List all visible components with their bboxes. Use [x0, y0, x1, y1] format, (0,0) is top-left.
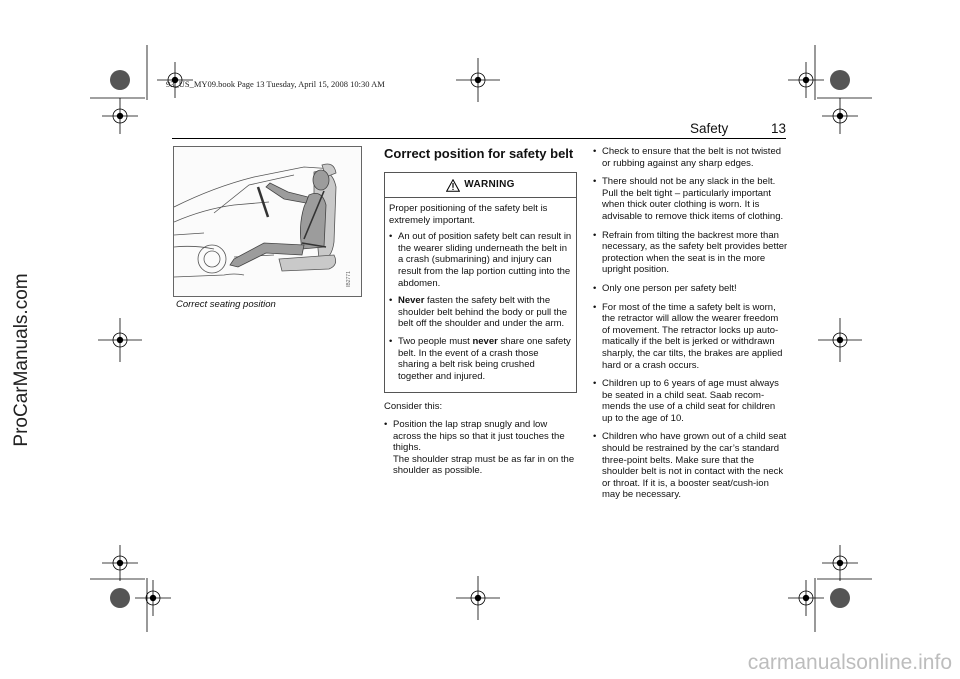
side-watermark-text: ProCarManuals.com — [11, 273, 32, 447]
list-item: • There should not be any slack in the belt. Pull the belt tight – particularly important when thick outer clothing is worn. It is advisable to remove thick items of clothing. — [593, 176, 788, 222]
warning-box — [384, 172, 577, 393]
warning-title: WARNING — [464, 179, 515, 191]
warning-item — [389, 295, 572, 330]
emphasis-text: never — [472, 335, 498, 347]
bottom-watermark: carmanualsonline.info — [747, 651, 952, 674]
warning-item-text: fasten the safety belt with the shoulder belt behind the body or pull the belt off the shoulder and under the arm. — [398, 295, 568, 330]
list-item: • Children up to 6 years of age must always be seated in a child seat. Saab recom-mends the use of a child seat for children up to the age of 10. — [593, 378, 788, 424]
section-title: Safety — [690, 121, 729, 136]
warning-body — [385, 198, 576, 392]
warning-header — [385, 173, 576, 198]
warning-list — [389, 231, 572, 382]
list-item — [384, 419, 577, 477]
figure-code: IB2771 — [346, 271, 352, 287]
list-item: • Children who have grown out of a child seat should be restrained by the car’s standard three-point belts. Make sure that the shoulder belt is not in contact with the neck or throat. If it is, a booster seat/cush-ion may be necessary. — [593, 431, 788, 501]
warning-item-text: Two people must — [398, 335, 473, 347]
consider-list — [384, 419, 577, 477]
side-watermark — [2, 180, 42, 540]
guidelines-list — [593, 146, 788, 501]
warning-item: • An out of position safety belt can result in the wearer sliding underneath the belt in a crash (submarining) and injury can result from the lap portion cutting into the abdomen. — [389, 231, 572, 289]
seating-position-figure — [173, 146, 362, 297]
column-right — [593, 146, 788, 508]
warning-item — [389, 336, 572, 382]
file-info-note: 93_US_MY09.book Page 13 Tuesday, April 15, 2008 10:30 AM — [166, 79, 385, 89]
list-item: • Only one person per safety belt! — [593, 283, 788, 295]
figure-caption: Correct seating position — [176, 299, 276, 310]
list-item: • Check to ensure that the belt is not twisted or rubbing against any sharp edges. — [593, 146, 788, 169]
header-rule — [172, 138, 786, 139]
warning-triangle-icon — [446, 179, 460, 192]
warning-item-text: share one safety belt. In the event of a crash those sharing a belt risk being crushed together and injured. — [398, 335, 571, 382]
emphasis-text: Never — [398, 295, 425, 307]
list-item: • For most of the time a safety belt is worn, the retractor will allow the wearer freedom of movement. The retractor locks up auto-matically if the belt is jerked or withdrawn sharply, the car tilts, the brakes are applied hard or a crash occurs. — [593, 302, 788, 372]
seated-driver-illustration — [174, 147, 361, 296]
page-number: 13 — [771, 121, 787, 136]
column-middle — [384, 146, 577, 483]
list-item: • Refrain from tilting the backrest more than necessary, as the safety belt provides better protection when the seat is in the more upright position. — [593, 230, 788, 276]
list-item-text: • Position the lap strap snugly and low across the hips so that it just touches the thighs. — [393, 418, 565, 454]
warning-intro: Proper positioning of the safety belt is extremely important. — [389, 203, 548, 226]
consider-label: Consider this: — [384, 401, 443, 413]
section-heading: Correct position for safety belt — [384, 146, 574, 161]
list-item-text: The shoulder strap must be as far in on the shoulder as possible. — [393, 453, 575, 477]
